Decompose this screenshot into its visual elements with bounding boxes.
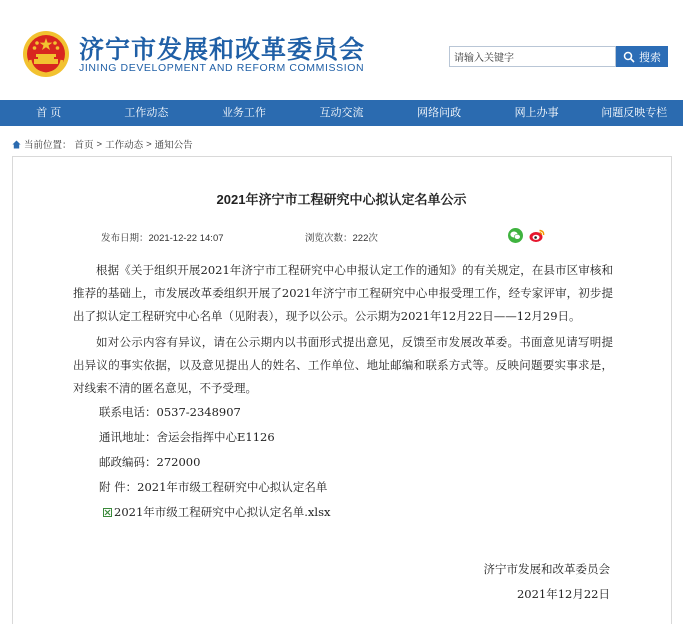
contact-phone: 联系电话：0537-2348907 (99, 405, 241, 419)
nav-item-home[interactable]: 首 页 (36, 107, 62, 119)
home-icon (12, 140, 21, 149)
signature-date: 2021年12月22日 (516, 587, 610, 601)
paragraph-basis: 根据《关于组织开展2021年济宁市工程研究中心申报认定工作的通知》的有关规定，在县市区审核和推荐的基础上，市发展改革委组织开展了2021年济宁市工程研究中心申报受理工作，经专家评审，初步提出了拟认定工程研究中心名单（见附表），现予以公示。公示期为2021年12月22日——12月29日。 (73, 263, 613, 323)
article-title: 2021年济宁市工程研究中心拟认定名单公示 (216, 192, 467, 207)
excel-file-icon (103, 508, 112, 517)
nav-item-feedback[interactable]: 问题反映专栏 (601, 107, 668, 119)
article-body (73, 259, 613, 525)
breadcrumb-prefix: 当前位置： (24, 140, 72, 151)
breadcrumb-work-news[interactable]: 工作动态 (105, 140, 144, 151)
publish-date: 发布日期：2021-12-22 14:07 (101, 233, 224, 244)
national-emblem-icon (22, 30, 70, 78)
main-nav (0, 100, 683, 126)
wechat-share-icon[interactable] (508, 228, 523, 243)
signature-organization: 济宁市发展和改革委员会 (483, 562, 610, 576)
attachment-download-link[interactable] (73, 500, 613, 525)
search-button[interactable] (616, 46, 668, 67)
breadcrumb (12, 137, 193, 151)
search-icon (623, 51, 635, 63)
search-button-label: 搜索 (639, 51, 661, 64)
contact-address: 通讯地址：舍运会指挥中心E1126 (99, 430, 275, 444)
nav-item-online-inquiry[interactable]: 网络问政 (417, 107, 462, 119)
nav-item-work-news[interactable]: 工作动态 (124, 107, 169, 119)
site-header (0, 0, 683, 100)
attachment-file-name: 2021年市级工程研究中心拟认定名单.xlsx (114, 505, 331, 519)
nav-item-online-services[interactable]: 网上办事 (514, 107, 559, 119)
weibo-share-icon[interactable] (529, 228, 545, 243)
breadcrumb-separator: > (96, 138, 103, 150)
paragraph-objection: 如对公示内容有异议，请在公示期内以书面形式提出意见，反馈至市发展改革委。书面意见请写明提出异议的事实依据，以及意见提出人的姓名、工作单位、地址邮编和联系方式等。反映问题要实事求是，对线索不清的匿名意见，不予受理。 (73, 335, 613, 395)
contact-postcode: 邮政编码：272000 (99, 455, 201, 469)
search-input[interactable] (449, 46, 616, 67)
nav-item-business[interactable]: 业务工作 (221, 107, 266, 119)
view-count: 浏览次数：222次 (305, 233, 378, 244)
attachment-label: 附 件：2021年市级工程研究中心拟认定名单 (99, 480, 328, 494)
breadcrumb-separator: > (146, 138, 152, 150)
nav-item-interaction[interactable]: 互动交流 (319, 107, 364, 119)
site-subtitle: JINING DEVELOPMENT AND REFORM COMMISSION (79, 62, 365, 74)
breadcrumb-notices[interactable]: 通知公告 (154, 140, 193, 151)
breadcrumb-home[interactable]: 首页 (74, 140, 94, 151)
site-title[interactable]: 济宁市发展和改革委员会 (79, 35, 366, 64)
